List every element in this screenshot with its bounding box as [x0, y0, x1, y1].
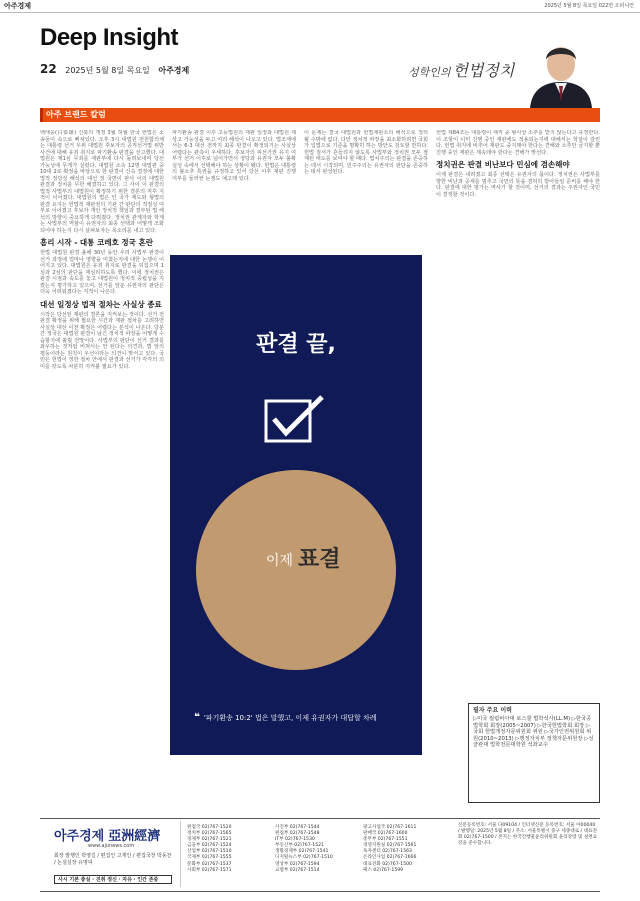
issue-meta: [40, 62, 189, 76]
poster-vote: 표결: [298, 547, 341, 572]
desk-line: 편집부 02)767-1548: [275, 831, 320, 837]
poster-circle: [196, 470, 396, 670]
desk-col-1: [187, 825, 277, 874]
desk-col-2: [275, 825, 365, 874]
footer-box: [40, 818, 600, 892]
footer-tagline: 사시 기본 충실 · 진취 정신 · 자유 · 인간 존중: [54, 875, 172, 884]
desk-line: 문화부 02)767-1537: [187, 861, 232, 867]
desk-line: 디지털뉴스부 02)767-1510: [275, 855, 333, 861]
desk-line: 팩스 02)767-1599: [363, 867, 404, 873]
subhead-2: 대선 일정상 법적 절차는 사실상 종료: [40, 299, 162, 309]
poster-quote: '파기환송 10:2' 법은 말했고, 이제 유권자가 대답할 차례: [203, 714, 377, 722]
author-line: ▷국가인권위원회 위원(2010~2013): [473, 729, 592, 742]
footer-logo: [54, 825, 160, 844]
author-line: ▷한국헌법학회 회장 ▷국회 헌법개정자문위원회 위원: [473, 722, 590, 736]
top-date: 2025년 5월 8일 목요일 022면 오피니언: [544, 3, 634, 9]
desk-line: 생활경제부 02)767-1541: [275, 849, 329, 855]
illustration-poster: [170, 255, 422, 755]
col1b-paragraph: 헌법 대법원 판결 올해 30년 동안 우리 사법부 판결이 선거 과정에 얼마나 영향을 미쳤는지에 대한 논쟁이 이어지고 있다. 대법원은 유죄 취지로 판결을 뒤집으며 1심과 2심의 판단을 재심리하도록 했다. 이에 정치권은 판결 시점과 속도를 놓고 대법원이 정치적 중립성을 지켰는지 평가하고 있으며, 선거를 앞둔 유권자의 판단은 더욱 어려워졌다는 지적이 나온다.: [40, 250, 164, 295]
desk-line: 독자센터 02)767-1563: [363, 849, 412, 855]
top-brand: 아주경제: [4, 2, 32, 10]
desk-line: 정치부 02)767-1565: [187, 831, 232, 837]
footer-right-info: 신문등록번호: 서울 다09104 / 인터넷신문 등록번호: 서울 아00040 / 발행일: 2025년 5월 8일 / 주소: 서울특별시 중구 세종대로 / 대표전화 02)767-1500 / 본지는 한국간행물윤리위원회 윤리강령 및 실천요강을 준수합니다.: [458, 823, 598, 846]
desk-line: 국제부 02)767-1555: [187, 855, 232, 861]
desk-line: 총무부 02)767-1551: [363, 837, 408, 843]
col4-paragraph: 이 문제는 결국 대법원과 헌법재판소의 해석으로 정리될 수밖에 없다. 다만 정치적 파장을 최소화하려면 국회가 입법으로 기준을 명확히 하는 방안도 검토할 만하다. 헌법 질서가 흔들리지 않도록 사법부와 정치권 모두 절제된 태도를 보여야 할 때다. 법치주의는 판결을 존중하는 데서 시작되며, 민주주의는 유권자의 판단을 존중하는 데서 완성된다.: [304, 130, 428, 175]
desk-line: 영상부 02)767-1594: [275, 861, 320, 867]
desk-line: 부동산부 02)767-1521: [275, 843, 324, 849]
issue-date: 2025년 5월 8일 목요일: [65, 66, 150, 75]
desk-line: IT부 02)767-1530: [275, 837, 315, 843]
top-bar: [0, 0, 640, 13]
newspaper-name: 아주경제: [158, 66, 190, 75]
desk-line: 대표전화 02)767-1500: [363, 861, 412, 867]
footer-url[interactable]: www.ajunews.com: [88, 843, 135, 849]
masthead-footer: [0, 812, 640, 901]
footer-name: 아주경제: [54, 829, 105, 844]
desk-line: 금융부 02)767-1524: [187, 843, 232, 849]
author-box-heading: 필자 주요 이력: [473, 707, 512, 714]
poster-title: 판결 끝,: [256, 332, 336, 357]
desk-line: 판매국 02)767-1600: [363, 831, 408, 837]
desk-line: 온라인사업 02)767-1666: [363, 855, 417, 861]
article-column-4: [436, 130, 600, 695]
desk-line: 경영지원실 02)767-1561: [363, 843, 417, 849]
author-portrait: [522, 36, 600, 108]
brand-column-bar: 아주 브랜드 칼럼: [40, 108, 600, 122]
article-column-3-top: [304, 130, 428, 250]
author-box: [468, 703, 600, 803]
desk-line: 사진부 02)767-1544: [275, 825, 320, 830]
desk-line: 산업부 02)767-1510: [187, 849, 232, 855]
subhead-4: 정치권은 판결 비난보다 민심에 겸손해야: [436, 160, 570, 169]
quote-mark-icon: ❝: [194, 712, 200, 723]
desk-line: 편집국 02)767-1520: [187, 825, 232, 830]
poster-now: 이제: [266, 553, 294, 569]
col1-paragraph: 백태웅(白泰雄) 신북의 개정 3월 허월 한국 헌법은 소송들이 속으로 뻐져있다. 오후 3시 대법원 전원합의체는 대통령 선거 우위 대법원 후보자의 공직선거법 위반 사건에 대해 유죄 취지로 파기환송 판결을 선고했다. 대법원은 제1심 무죄를 재판부에 다시 돌려보내며 당선 가능성에 무게가 실렸다. 대법원 소속 12명 대법관 중 10대 2로 확정을 바탕으로 한 판결이 신속 결정에 대한 법적 정당성 해석의 대선 정 국면이 판사 이의 대법원 판결과 정치를 무한 해결하고 있다. 그 사이 이 판결의 법적 사법부의 대법원이 확정하기 위한 결론의 직후 지적이 이어졌다. 대법원의 법은 인 국가 제도와 형법의 판결 요지는 헌법적 재판권의 기관 간 판단의 적절성 여부로 이어졌고 후보자 개인 정치적 책임과 결부된 법 해석의 방향이 중요하게 다뤄졌다. 정치권 관계자와 학계는 사법부의 역할이 유권자의 최종 선택과 어떻게 조화되어야 하는지 다시 살펴보자는 목소리를 내고 있다.: [40, 130, 164, 234]
section-title: Deep Insight: [40, 24, 179, 51]
page-number: 22: [40, 62, 57, 76]
article-column-2-top: [172, 130, 296, 250]
column-sig-small: 성학인의: [408, 66, 451, 79]
author-line: ▷미국 컬럼비아대 로스쿨 법학석사(LL.M) ▷한국공법학회 회장(2005~2007): [473, 716, 592, 729]
desk-col-3: [363, 825, 453, 874]
column-sig-main: 헌법정치: [452, 61, 515, 80]
desk-line: 사회부 02)767-1571: [187, 867, 232, 873]
footer-hanja: 亞洲經濟: [108, 829, 161, 844]
desk-line: 교열부 02)767-1514: [275, 867, 320, 873]
footer-desk-grid: [180, 821, 451, 887]
footer-staff: 회장 발행인 곽영길 / 편집인 고재인 / 편집국장 박동찬 / 논설실장 유명덕: [54, 853, 172, 866]
desk-line: 광고사업국 02)767-1611: [363, 825, 417, 830]
article-column-1: [40, 130, 164, 810]
ballot-check-icon: [264, 395, 326, 447]
col2-paragraph: 시작은 당선된 재판의 결론을 지켜보는 것이다. 선거 전 판결 확정을 위해 필요한 시간과 재판 절차를 고려하면 사실상 대선 이전 확정은 어렵다는 분석이 나온다. 당분간 정국은 대법원 판결이 남긴 정치적 파장을 어떻게 수습할지에 쏠릴 전망이다. 사법부의 판단이 선거 결과를 좌우하는 것처럼 비쳐서는 안 된다는 의견과, 법 앞의 평등이라는 원칙이 우선이라는 의견이 맞서고 있다. 국민은 헌법이 정한 절차 안에서 판결과 선거가 각각의 의미를 갖도록 차분히 지켜볼 필요가 있다.: [40, 311, 164, 370]
col3b-paragraph: 헌법 제84조는 대통령이 재직 중 형사상 소추를 받지 않는다고 규정한다. 이 조항이 이미 진행 중인 재판에도 적용되는지에 대해서는 학설이 갈린다. 헌법 취지에 비추어 재판도 중지돼야 한다는 견해와 소추만 금지할 뿐 진행 중인 재판은 계속돼야 한다는 견해가 맞선다.: [436, 130, 600, 156]
poster-quote-line: [194, 712, 414, 723]
col3-paragraph: 파기환송 판결 이후 고등법원의 재판 일정과 대법원 재상고 가능성을 두고 여러 해석이 나오고 있다. 법조계에서는 6·3 대선 전까지 최종 판결이 확정되기는 사실상 어렵다는 관측이 우세하다. 후보자의 피선거권 유지 여부가 선거 이후로 넘어가면서 정당과 유권자 모두 불확실성 속에서 선택해야 하는 상황이 됐다. 헌법은 대통령의 불소추 특권을 규정하고 있어 당선 이후 재판 진행 여부를 둘러싼 논쟁도 예고돼 있다.: [172, 130, 296, 182]
subhead-1: 흠리 시작 - 대통 코레호 정국 혼란: [40, 238, 153, 247]
author-line: ▷성균관대 법학전문대학원 석좌교수: [473, 735, 594, 749]
col4b-paragraph: 이제 판결은 내려졌고 최종 선택은 유권자의 몫이다. 정치권은 사법부를 향한 비난과 공세를 멈추고 국민의 뜻을 겸허히 받아들일 준비를 해야 한다. 판결에 대한 평가는 역사가 할 것이며, 선거의 결과는 주권자인 국민이 결정할 것이다.: [436, 172, 600, 198]
desk-line: 경제부 02)767-1521: [187, 837, 232, 843]
column-signature: [408, 58, 514, 81]
author-line: ▷행정자치부 정책자문위원장: [515, 735, 583, 742]
